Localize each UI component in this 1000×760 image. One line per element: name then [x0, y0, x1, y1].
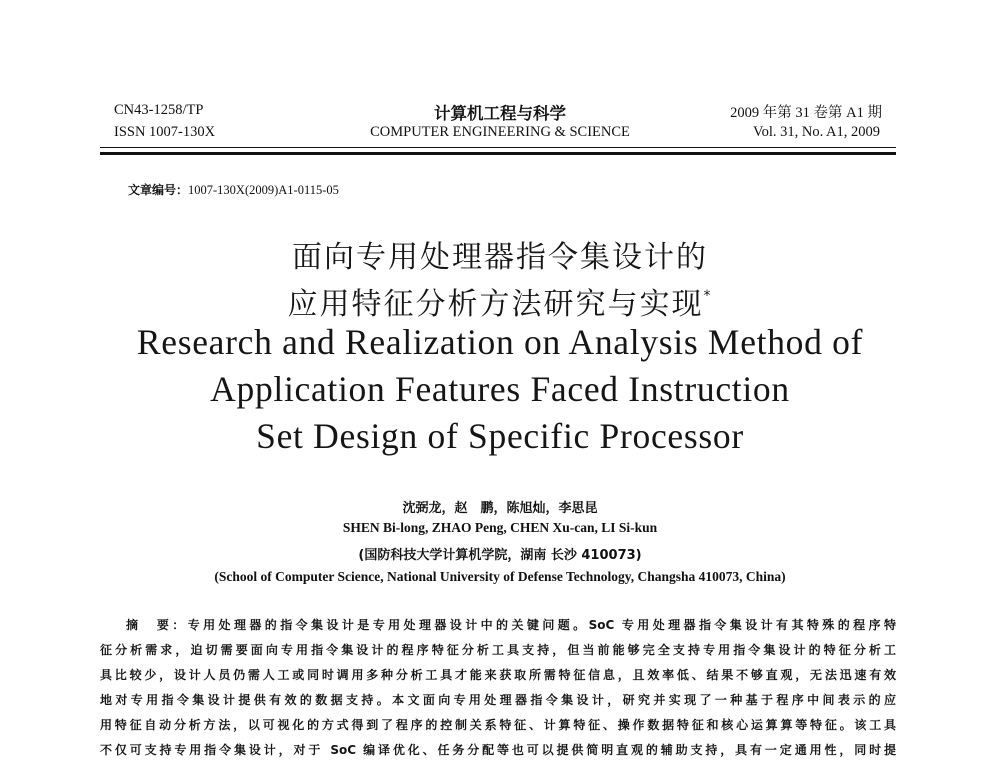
abstract-line-3: 具比较少，设计人员仍需人工或同时调用多种分析工具才能来获取所需特征信息，且效率低、结果不够直观，无法迅速有效 — [100, 668, 896, 682]
affiliation-cn: (国防科技大学计算机学院，湖南 长沙 410073) — [358, 548, 642, 563]
title-en-line-2: Application Features Faced Instruction — [210, 369, 790, 409]
abstract-line-5: 用特征自动分析方法，以可视化的方式得到了程序的控制关系特征、计算特征、操作数据特征和核心运算算等特征。该工具 — [100, 718, 896, 732]
article-number — [128, 181, 339, 198]
journal-issn: ISSN 1007-130X — [114, 124, 216, 140]
abstract-line-6: 不仅可支持专用指令集设计，对于 SoC 编译优化、任务分配等也可以提供简明直观的辅助支持，具有一定通用性，同时提 — [100, 743, 896, 757]
header-rule-thin — [100, 147, 896, 148]
journal-title-en: COMPUTER ENGINEERING & SCIENCE — [370, 124, 630, 140]
abstract-label: 摘 要： — [126, 618, 188, 632]
journal-issue-en: Vol. 31, No. A1, 2009 — [752, 124, 880, 140]
article-number-label: 文章编号： — [128, 183, 189, 197]
authors-cn: 沈弼龙，赵 鹏，陈旭灿，李思昆 — [402, 501, 598, 516]
title-en-line-1: Research and Realization on Analysis Method of — [136, 322, 864, 362]
journal-issue-cn: 2009 年第 31 卷第 A1 期 — [730, 105, 882, 121]
title-footnote-mark: * — [703, 288, 713, 304]
header-rule-thick — [100, 152, 896, 155]
abstract-line-1 — [100, 616, 896, 633]
title-cn-line-1: 面向专用处理器指令集设计的 — [292, 240, 708, 275]
journal-cn-code: CN43-1258/TP — [114, 102, 204, 118]
article-number-value: 1007-130X(2009)A1-0115-05 — [188, 183, 339, 197]
title-cn-line-2-text: 应用特征分析方法研究与实现 — [287, 287, 704, 322]
journal-title-cn: 计算机工程与科学 — [434, 104, 566, 123]
authors-en: SHEN Bi-long, ZHAO Peng, CHEN Xu-can, LI Si-kun — [342, 520, 658, 535]
title-cn-line-2 — [0, 279, 1000, 323]
affiliation-en: (School of Computer Science, National University of Defense Technology, Changsha 410073, China) — [214, 569, 786, 584]
abstract-line-4: 地对专用指令集设计提供有效的数据支持。本文面向专用处理器指令集设计，研究并实现了一种基于程序中间表示的应 — [100, 693, 896, 707]
abstract-line-1-text: 专用处理器的指令集设计是专用处理器设计中的关键问题。SoC 专用处理器指令集设计有其特殊的程序特 — [187, 618, 896, 632]
title-en-line-3: Set Design of Specific Processor — [256, 416, 744, 456]
abstract-line-2: 征分析需求，迫切需要面向专用指令集设计的程序特征分析工具支持，但当前能够完全支持专用指令集设计的特征分析工 — [100, 643, 896, 657]
